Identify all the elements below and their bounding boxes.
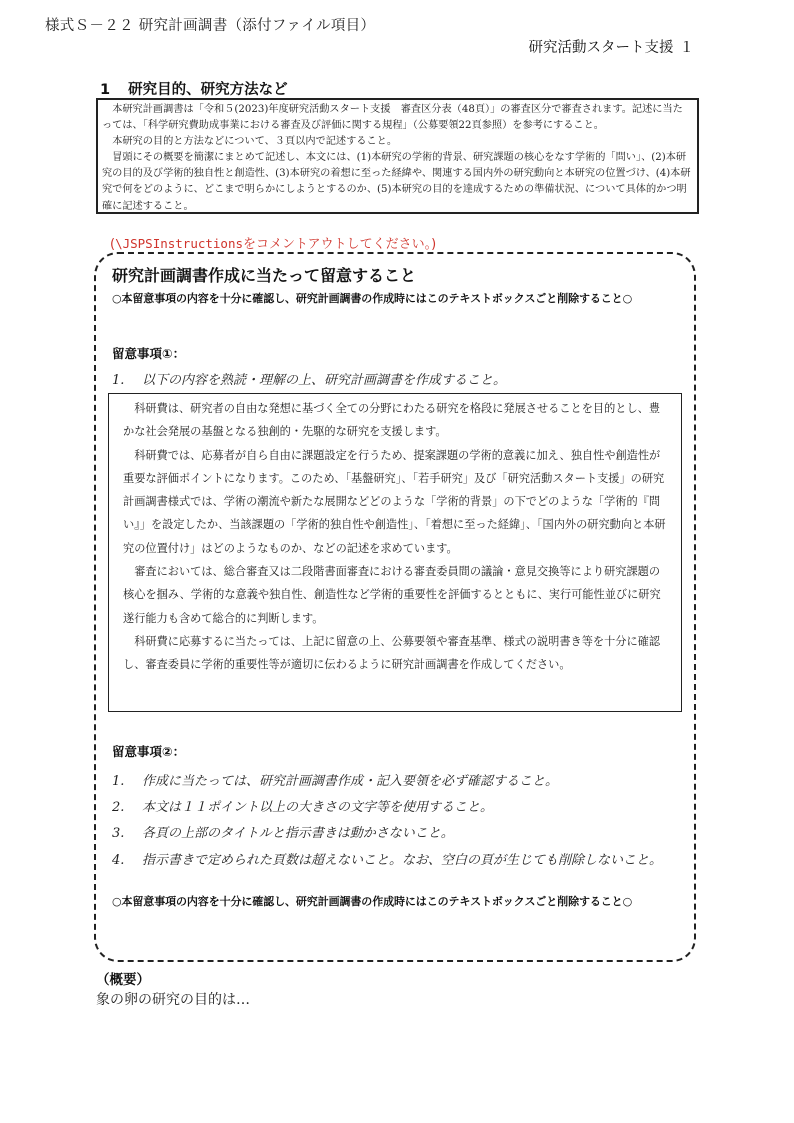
section-title-text: 研究目的、研究方法など: [128, 82, 288, 98]
list-index: 4.: [112, 853, 125, 868]
explanation-paragraph: 審査においては、総合審査又は二段階書面審査における審査委員間の議論・意見交換等により研究課題の核心を掴み、学術的な意義や独自性、創造性など学術的重要性を評価するとともに、実行可能性並びに研究遂行能力も含めて総合的に判断します。: [123, 565, 661, 625]
explanation-paragraph: 科研費では、応募者が自ら自由に課題設定を行うため、提案課題の学術的意義に加え、独自性や創造性が重要な評価ポイントになります。このため、「基盤研究」、「若手研究」及び「研究活動スタート支援」の研究計画調書様式では、学術の潮流や新たな展開などどのような「学術的背景」の下でどのような「学術的『問い』」を設定したか、当該課題の「学術的独自性や創造性」、「着想に至った経緯」、「国内外の研究動向と本研究の位置付け」はどのようなものか、などの記述を求めています。: [123, 448, 666, 555]
comment-note-text: をコメントアウトしてください。): [243, 237, 437, 252]
form-id: 様式Ｓ－２２ 研究計画調書（添付ファイル項目）: [45, 18, 376, 34]
list-index: 2.: [112, 800, 125, 815]
summary-label: （概要）: [96, 972, 150, 988]
paren-open: (: [110, 237, 116, 252]
notes-heading: 研究計画調書作成に当たって留意すること: [112, 266, 417, 285]
list-item: [112, 770, 558, 789]
instruction-paragraph: 本研究の目的と方法などについて、３頁以内で記述すること。: [112, 136, 398, 148]
list-item: [112, 796, 493, 815]
summary-text[interactable]: 象の卵の研究の目的は…: [96, 992, 250, 1008]
list-text: 指示書きで定められた頁数は超えないこと。なお、空白の頁が生じても削除しないこと。: [142, 853, 663, 868]
list-text: 各頁の上部のタイトルと指示書きは動かさないこと。: [142, 826, 454, 841]
list-item: [112, 822, 454, 841]
list-item: [112, 369, 506, 388]
list-text: 以下の内容を熟読・理解の上、研究計画調書を作成すること。: [142, 373, 507, 388]
notes-section1-heading: 留意事項①：: [112, 346, 186, 361]
instruction-paragraph: 冒頭にその概要を簡潔にまとめて記述し、本文には、(1)本研究の学術的背景、研究課題の核心をなす学術的「問い」、(2)本研究の目的及び学術的独自性と創造性、(3)本研究の着想に至った経緯や、関連する国内外の研究動向と本研究の位置づけ、(4)本研究で何をどのように、どこまで明らかにしようとするのか、(5)本研究の目的を達成するための準備状況、について具体的かつ明確に記述すること。: [102, 152, 691, 212]
list-index: 3.: [112, 826, 125, 841]
instruction-paragraph: 本研究計画調書は「令和５(2023)年度研究活動スタート支援 審査区分表（48頁）」の審査区分で審査されます。記述に当たっては、「科学研究費助成事業における審査及び評価に関する規程」（公募要領22頁参照）を参考にすること。: [102, 104, 683, 132]
list-item: [112, 849, 662, 868]
explanation-paragraph: 科研費に応募するに当たっては、上記に留意の上、公募要領や審査基準、様式の説明書き等を十分に確認し、審査委員に学術的重要性等が適切に伝わるように研究計画調書を作成してください。: [123, 634, 661, 672]
list-index: 1.: [112, 373, 125, 388]
latex-command: \JSPSInstructions: [115, 236, 244, 251]
notes-section2-heading: 留意事項②：: [112, 744, 186, 759]
comment-out-note: [110, 233, 436, 252]
section-title: [100, 78, 288, 99]
program-name: 研究活動スタート支援: [528, 40, 674, 56]
page-number: １: [679, 40, 694, 56]
instructions-box: [96, 98, 699, 214]
list-text: 作成に当たっては、研究計画調書作成・記入要領を必ず確認すること。: [142, 774, 559, 789]
section-number: 1: [100, 82, 111, 98]
list-text: 本文は１１ポイント以上の大きさの文字等を使用すること。: [142, 800, 494, 815]
delete-notice-top: ○本留意事項の内容を十分に確認し、研究計画調書の作成時にはこのテキストボックスごと削除すること○: [112, 292, 633, 305]
kakenhi-explanation-box: [108, 393, 682, 712]
program-label: [529, 36, 695, 57]
delete-notice-bottom: ○本留意事項の内容を十分に確認し、研究計画調書の作成時にはこのテキストボックスごと削除すること○: [112, 895, 633, 908]
explanation-paragraph: 科研費は、研究者の自由な発想に基づく全ての分野にわたる研究を格段に発展させることを目的とし、豊かな社会発展の基盤となる独創的・先駆的な研究を支援します。: [123, 402, 661, 439]
list-index: 1.: [112, 774, 125, 789]
